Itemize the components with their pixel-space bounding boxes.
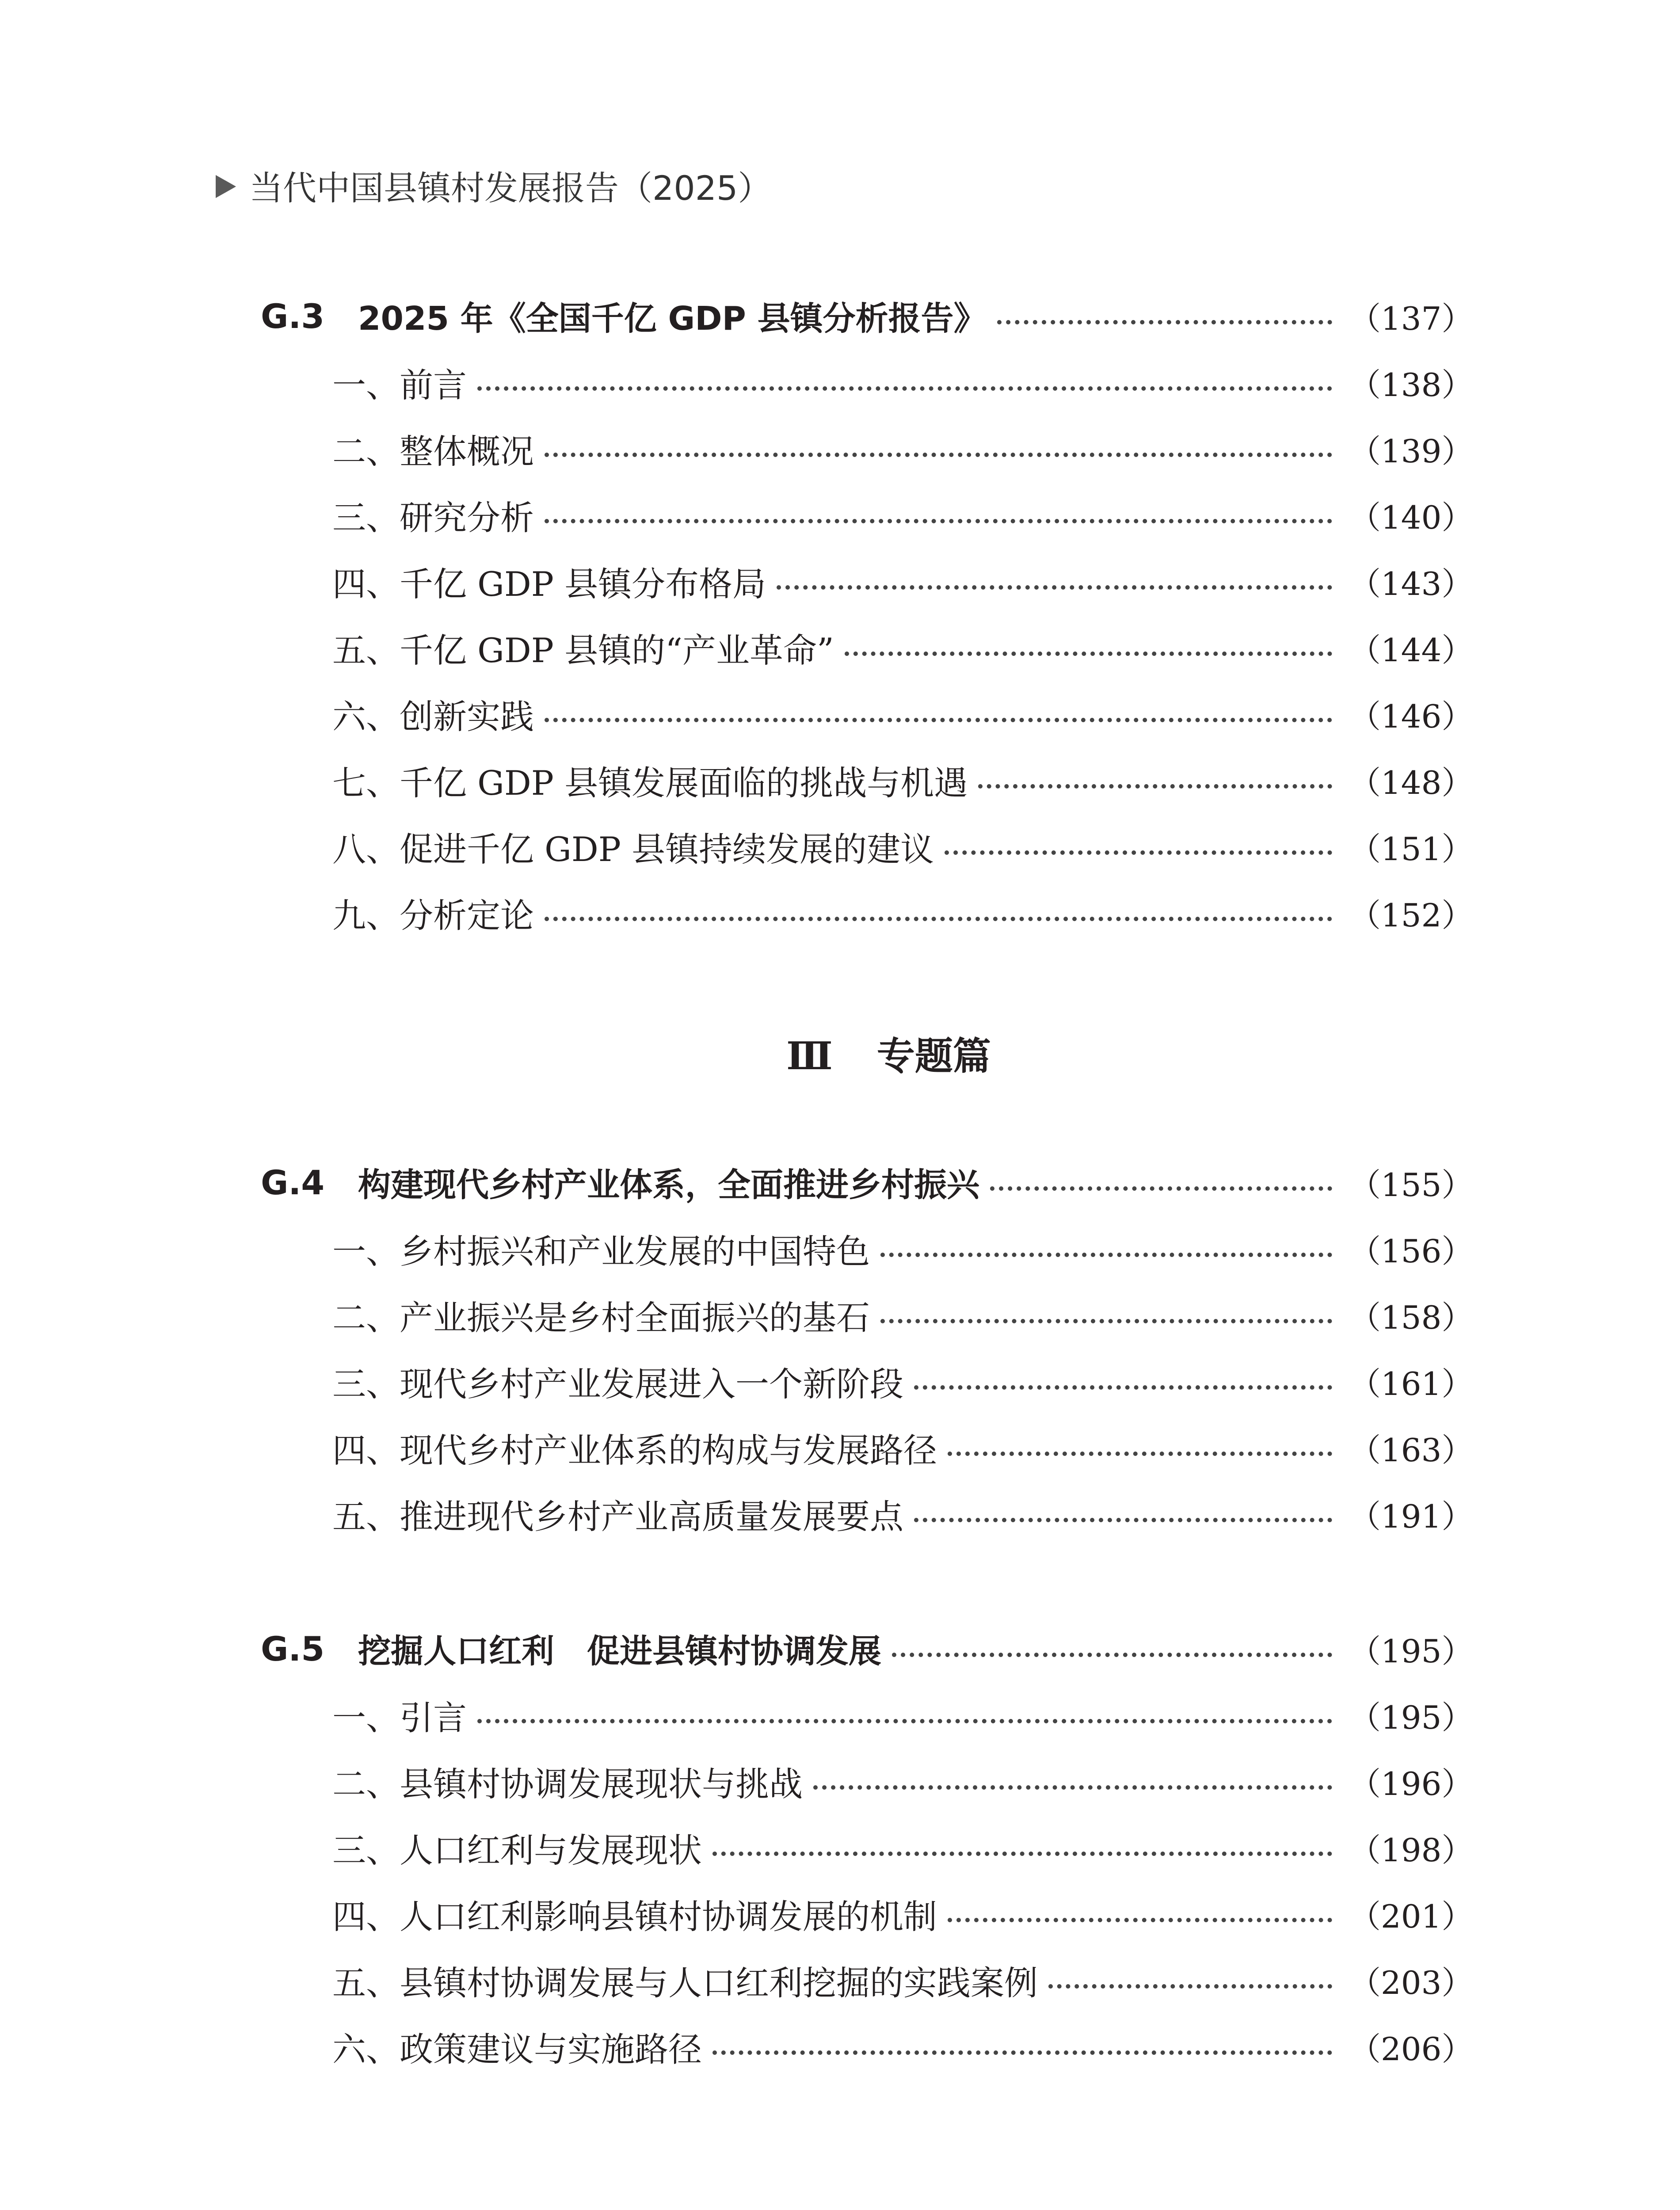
dot-leader	[945, 850, 1332, 855]
dot-leader	[845, 652, 1332, 656]
item-title: 一、前言	[332, 365, 467, 405]
toc-item[interactable]	[261, 1227, 1474, 1271]
item-title: 五、推进现代乡村产业高质量发展要点	[332, 1497, 903, 1536]
item-title: 四、千亿 GDP 县镇分布格局	[332, 564, 766, 604]
dot-leader	[1048, 1984, 1332, 1989]
toc-item[interactable]	[261, 824, 1474, 869]
page-ref: （143）	[1349, 565, 1474, 602]
item-title: 五、县镇村协调发展与人口红利挖掘的实践案例	[332, 1963, 1038, 2003]
chapter-number: G.3	[261, 296, 325, 336]
toc-item[interactable]	[261, 1492, 1474, 1536]
dot-leader	[477, 386, 1332, 391]
item-title: 一、引言	[332, 1698, 467, 1738]
page-ref: （138）	[1349, 366, 1474, 404]
page-ref: （152）	[1349, 897, 1474, 934]
dot-leader	[545, 718, 1332, 722]
item-title: 七、千亿 GDP 县镇发展面临的挑战与机遇	[332, 763, 968, 803]
dot-leader	[914, 1385, 1332, 1390]
dot-leader	[880, 1319, 1332, 1323]
page-ref: （155）	[1349, 1166, 1474, 1204]
page-ref: （163）	[1349, 1432, 1474, 1469]
item-title: 四、现代乡村产业体系的构成与发展路径	[332, 1430, 937, 1470]
dot-leader	[813, 1785, 1332, 1790]
toc-item[interactable]	[261, 360, 1474, 405]
page-ref: （151）	[1349, 831, 1474, 868]
dot-leader	[477, 1719, 1332, 1723]
dot-leader	[892, 1653, 1332, 1657]
page-ref: （206）	[1349, 2031, 1474, 2068]
toc-item[interactable]	[261, 1693, 1474, 1738]
page-ref: （196）	[1349, 1765, 1474, 1802]
item-title: 二、整体概况	[332, 431, 534, 471]
item-title: 六、创新实践	[332, 697, 534, 736]
page-ref: （195）	[1349, 1633, 1474, 1670]
page-ref: （144）	[1349, 632, 1474, 669]
toc-item[interactable]	[261, 427, 1474, 471]
dot-leader	[948, 1452, 1332, 1456]
page-ref: （203）	[1349, 1964, 1474, 2001]
page-ref: （146）	[1349, 698, 1474, 735]
section-numeral: Ⅲ	[786, 1034, 833, 1078]
item-title: 一、乡村振兴和产业发展的中国特色	[332, 1231, 870, 1271]
toc-item[interactable]	[261, 625, 1474, 670]
toc-chapter-g4[interactable]	[261, 1160, 1474, 1204]
page-ref: （195）	[1349, 1699, 1474, 1736]
item-title: 五、千亿 GDP 县镇的“产业革命”	[332, 630, 834, 670]
dot-leader	[880, 1253, 1332, 1257]
item-title: 二、产业振兴是乡村全面振兴的基石	[332, 1298, 870, 1337]
toc-item[interactable]	[261, 1425, 1474, 1470]
page-ref: （139）	[1349, 433, 1474, 470]
item-title: 三、人口红利与发展现状	[332, 1830, 702, 1870]
item-title: 三、研究分析	[332, 498, 534, 537]
dot-leader	[777, 585, 1332, 590]
toc-item[interactable]	[261, 692, 1474, 736]
item-title: 四、人口红利影响县镇村协调发展的机制	[332, 1897, 937, 1936]
page-ref: （158）	[1349, 1299, 1474, 1336]
toc-item[interactable]	[261, 1359, 1474, 1404]
toc-chapter-g5[interactable]	[261, 1627, 1474, 1671]
toc-item[interactable]	[261, 493, 1474, 537]
dot-leader	[978, 784, 1332, 789]
running-head	[216, 168, 772, 208]
toc-item[interactable]	[261, 1825, 1474, 1870]
dot-leader	[914, 1518, 1332, 1522]
page-ref: （161）	[1349, 1365, 1474, 1402]
toc-item[interactable]	[261, 891, 1474, 935]
item-title: 六、政策建议与实施路径	[332, 2029, 702, 2069]
page-ref: （137）	[1349, 300, 1474, 337]
page-ref: （148）	[1349, 764, 1474, 801]
chapter-number: G.4	[261, 1162, 325, 1202]
toc-item[interactable]	[261, 559, 1474, 604]
toc-item[interactable]	[261, 2024, 1474, 2069]
section-title: 专题篇	[876, 1034, 991, 1078]
dot-leader	[545, 453, 1332, 457]
dot-leader	[712, 2050, 1332, 2055]
dot-leader	[948, 1918, 1332, 1922]
dot-leader	[545, 917, 1332, 921]
chapter-title: 2025 年《全国千亿 GDP 县镇分析报告》	[358, 300, 987, 338]
dot-leader	[997, 320, 1332, 324]
item-title: 九、分析定论	[332, 895, 534, 935]
page-ref: （140）	[1349, 499, 1474, 536]
dot-leader	[545, 519, 1332, 523]
toc-item[interactable]	[261, 758, 1474, 803]
page-ref: （156）	[1349, 1233, 1474, 1270]
toc-item[interactable]	[261, 1958, 1474, 2003]
triangle-marker-icon	[216, 175, 236, 198]
page-ref: （201）	[1349, 1898, 1474, 1935]
item-title: 二、县镇村协调发展现状与挑战	[332, 1764, 803, 1804]
toc-item[interactable]	[261, 1293, 1474, 1337]
chapter-title: 挖掘人口红利 促进县镇村协调发展	[358, 1632, 881, 1670]
item-title: 八、促进千亿 GDP 县镇持续发展的建议	[332, 829, 934, 869]
toc-chapter-g3[interactable]	[261, 294, 1474, 338]
toc-item[interactable]	[261, 1759, 1474, 1804]
toc-item[interactable]	[261, 1892, 1474, 1936]
section-heading	[0, 1030, 1680, 1083]
dot-leader	[712, 1852, 1332, 1856]
item-title: 三、现代乡村产业发展进入一个新阶段	[332, 1364, 903, 1404]
chapter-number: G.5	[261, 1629, 325, 1669]
dot-leader	[990, 1186, 1332, 1191]
chapter-title: 构建现代乡村产业体系，全面推进乡村振兴	[358, 1166, 979, 1204]
page-ref: （198）	[1349, 1832, 1474, 1869]
page-ref: （191）	[1349, 1498, 1474, 1535]
running-head-title: 当代中国县镇村发展报告（2025）	[249, 168, 772, 208]
